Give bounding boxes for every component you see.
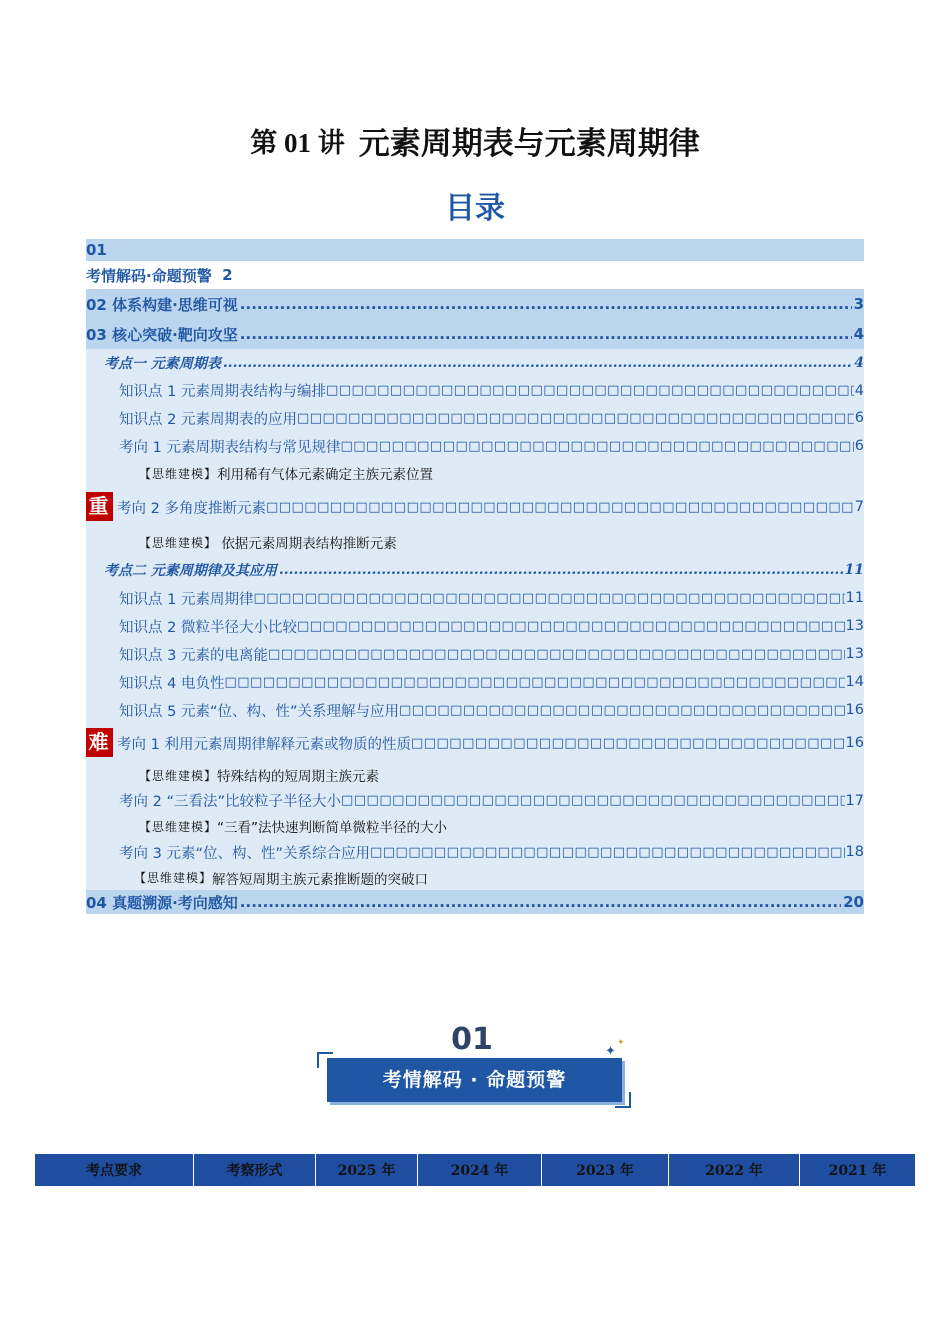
table-header-row (35, 1154, 916, 1187)
placeholder-glyphs (266, 500, 854, 515)
toc-page: 17 (845, 792, 864, 809)
table-header-cell: 2023 年 (542, 1154, 669, 1187)
note-bracket: 【思维建模】 (139, 768, 218, 783)
lecture-title: 元素周期表与元素周期律 (358, 126, 700, 162)
placeholder-glyphs (341, 793, 845, 808)
placeholder-glyphs (297, 619, 845, 634)
toc-label: 知识点 1 元素周期律 (119, 591, 254, 608)
placeholder-glyphs (411, 736, 845, 751)
toc-item-k4[interactable] (86, 486, 864, 528)
toc-label: 03 核心突破·靶向攻坚 (86, 325, 238, 344)
toc-label: 知识点 5 元素“位、构、性”关系理解与应用 (119, 703, 399, 720)
toc-item-m4[interactable] (86, 668, 864, 696)
toc-page: 13 (845, 646, 864, 662)
toc-item-m2[interactable] (86, 612, 864, 640)
note-text: 利用稀有气体元素确定主族元素位置 (217, 467, 434, 483)
toc-note-3 (86, 762, 864, 788)
toc-item-m3[interactable] (86, 640, 864, 668)
banner-number: 01 (451, 1022, 493, 1057)
toc-section-2[interactable] (86, 289, 864, 319)
toc-page: 4 (853, 325, 864, 343)
toc-item-k1[interactable] (86, 377, 864, 404)
toc-page: 2 (222, 266, 233, 284)
table-header-cell: 2022 年 (669, 1154, 800, 1187)
note-bracket: 【思维建模】 (139, 819, 218, 834)
toc-section-1-number-row[interactable] (86, 239, 864, 261)
banner-title: 考情解码 · 命题预警 (327, 1058, 622, 1102)
sparkle-small-icon: ✦ (617, 1038, 625, 1048)
table-header-cell: 2025 年 (316, 1154, 418, 1187)
placeholder-glyphs (253, 591, 844, 606)
toc-heading: 目录 (445, 191, 505, 226)
toc-label: 考向 3 元素“位、构、性”关系综合应用 (119, 845, 370, 862)
toc-page: 13 (845, 618, 864, 634)
toc-note-4 (86, 813, 864, 839)
placeholder-glyphs (224, 675, 844, 690)
toc-item-m5[interactable] (86, 696, 864, 724)
placeholder-glyphs (326, 383, 854, 398)
placeholder-glyphs (340, 439, 853, 454)
toc-label: 考向 1 元素周期表结构与常见规律 (119, 439, 341, 456)
toc-label: 知识点 1 元素周期表结构与编排 (119, 384, 326, 400)
section-number: 01 (86, 241, 107, 259)
placeholder-glyphs (370, 845, 845, 860)
toc-note-1 (86, 460, 864, 486)
toc-label: 考点二 元素周期律及其应用 (104, 563, 277, 579)
placeholder-glyphs (399, 703, 845, 718)
toc-item-m7[interactable] (86, 788, 864, 813)
note-bracket: 【思维建模】 (134, 871, 213, 885)
placeholder-glyphs (297, 411, 854, 426)
toc-label: 04 真题溯源·考向感知 (86, 893, 238, 912)
table-header-cell: 2024 年 (418, 1154, 542, 1187)
toc-kaodian-2[interactable] (86, 556, 864, 584)
toc-page: 18 (845, 844, 864, 860)
section-banner (317, 1022, 637, 1110)
toc-section-3[interactable] (86, 319, 864, 349)
toc-page: 3 (853, 295, 864, 313)
toc-item-k3[interactable] (86, 432, 864, 460)
toc-label: 考向 2 “三看法”比较粒子半径大小 (119, 794, 341, 810)
toc-page: 7 (854, 499, 864, 515)
toc-label: 知识点 3 元素的电离能 (119, 647, 268, 664)
note-text: 依据元素周期表结构推断元素 (221, 536, 397, 552)
table-header-cell: 2021 年 (800, 1154, 916, 1187)
leader-dots (240, 295, 852, 313)
toc-label: 知识点 2 元素周期表的应用 (119, 411, 297, 428)
toc-item-m8[interactable] (86, 839, 864, 865)
exam-table-header (34, 1153, 916, 1187)
leader-dots (279, 562, 843, 578)
leader-dots (240, 325, 852, 343)
toc-section-1[interactable] (86, 261, 864, 289)
toc-page: 4 (854, 382, 864, 399)
toc-label: 考向 2 多角度推断元素 (117, 500, 266, 517)
toc-label: 考向 1 利用元素周期律解释元素或物质的性质 (117, 736, 411, 753)
corner-bracket-bottom-right (615, 1092, 631, 1108)
toc-label: 考点一 元素周期表 (104, 356, 221, 372)
toc-label: 知识点 4 电负性 (119, 675, 225, 692)
toc-label: 考情解码·命题预警 (86, 266, 212, 285)
note-bracket: 【思维建模】 (139, 535, 218, 550)
key-point-badge: 重 (86, 492, 113, 521)
toc-page: 4 (854, 355, 864, 371)
toc-page: 20 (843, 893, 864, 911)
document-title (0, 118, 950, 163)
difficult-point-badge: 难 (86, 728, 113, 757)
toc-page: 11 (845, 590, 864, 606)
toc-page: 6 (854, 410, 864, 426)
table-of-contents (86, 239, 864, 914)
toc-section-4[interactable] (86, 890, 864, 914)
note-text: 解答短周期主族元素推断题的突破口 (212, 871, 429, 888)
table-header-cell: 考点要求 (35, 1154, 194, 1187)
toc-page: 16 (845, 702, 864, 718)
toc-page: 11 (844, 562, 864, 578)
note-bracket: 【思维建模】 (139, 466, 218, 481)
toc-kaodian-1[interactable] (86, 349, 864, 377)
toc-item-k2[interactable] (86, 404, 864, 432)
placeholder-glyphs (268, 647, 845, 662)
leader-dots (240, 893, 841, 911)
note-text: “三看”法快速判断简单微粒半径的大小 (217, 820, 448, 836)
leader-dots (223, 355, 852, 371)
toc-item-m1[interactable] (86, 584, 864, 612)
toc-page: 16 (845, 735, 864, 751)
toc-page: 14 (845, 674, 864, 690)
note-text: 特殊结构的短周期主族元素 (217, 769, 380, 785)
sparkle-icon: ✦ (605, 1044, 616, 1059)
toc-label: 02 体系构建·思维可视 (86, 295, 238, 314)
toc-note-2 (86, 528, 864, 556)
toc-subsection-block (86, 349, 864, 890)
toc-page: 6 (854, 438, 864, 454)
toc-label: 知识点 2 微粒半径大小比较 (119, 619, 297, 636)
toc-item-m6[interactable] (86, 724, 864, 762)
table-header-cell: 考察形式 (194, 1154, 316, 1187)
lecture-number: 第 01 讲 (250, 128, 345, 158)
toc-note-5 (86, 865, 864, 890)
